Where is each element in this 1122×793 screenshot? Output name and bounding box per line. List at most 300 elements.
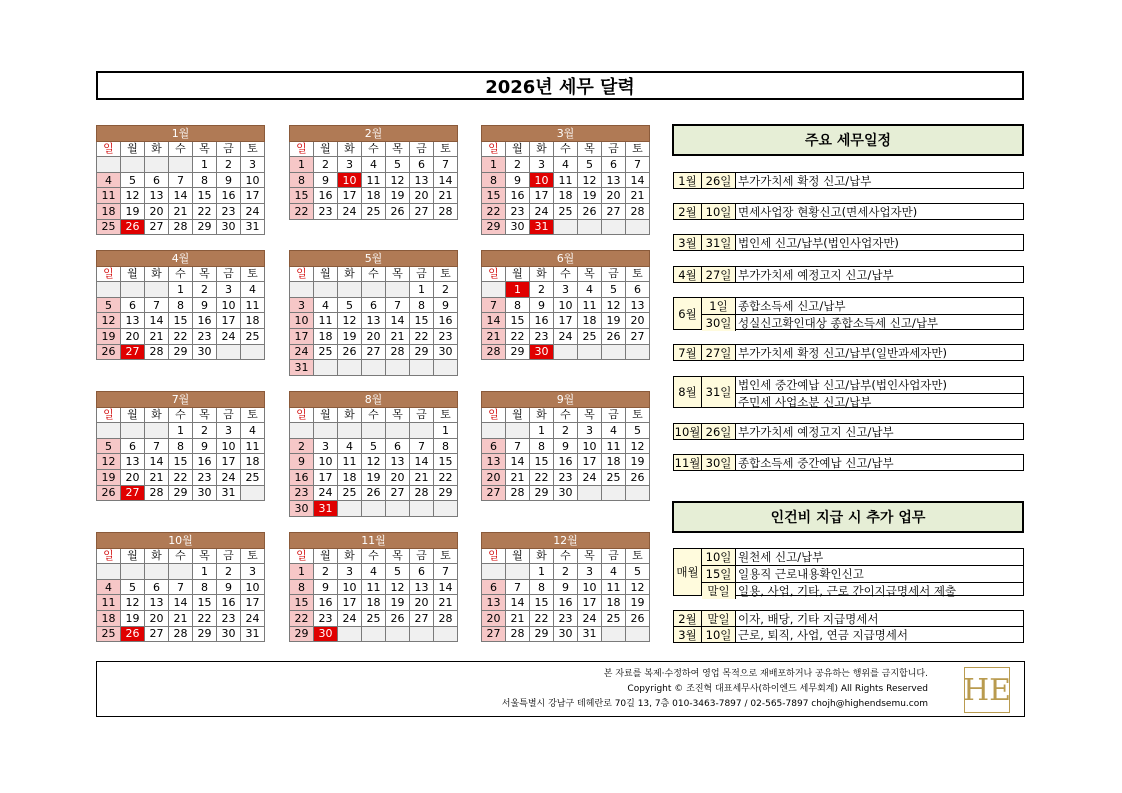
day-cell: 20 [482,469,506,485]
day-cell: 9 [193,297,217,313]
empty-cell [482,423,506,439]
weekday-label: 금 [217,407,241,423]
weekday-label: 목 [386,266,410,282]
empty-cell [290,282,314,298]
schedule-month: 4월 [674,267,702,282]
day-cell: 17 [314,469,338,485]
day-cell: 10 [578,438,602,454]
day-cell: 26 [362,485,386,501]
day-cell: 9 [506,172,530,188]
day-cell: 1 [169,282,193,298]
day-cell: 31 [217,485,241,501]
weekday-label: 토 [241,266,265,282]
day-cell: 18 [97,203,121,219]
day-cell: 19 [578,188,602,204]
weekday-label: 금 [602,141,626,157]
schedule-row [673,423,1024,440]
day-cell: 23 [193,469,217,485]
day-cell: 6 [410,564,434,580]
day-cell: 10 [217,438,241,454]
day-cell: 31 [530,219,554,235]
empty-cell [554,344,578,360]
empty-cell [434,626,458,642]
day-cell: 21 [169,203,193,219]
day-cell: 13 [145,188,169,204]
day-cell: 30 [530,344,554,360]
day-cell: 5 [386,564,410,580]
day-cell: 7 [626,157,650,173]
empty-cell [578,485,602,501]
day-cell: 23 [434,328,458,344]
day-cell: 17 [338,595,362,611]
day-cell: 25 [554,203,578,219]
day-cell: 6 [482,579,506,595]
day-cell: 7 [410,438,434,454]
month-calendar [96,391,265,501]
day-cell: 9 [434,297,458,313]
day-cell: 3 [338,157,362,173]
schedule-text: 법인세 중간예납 신고/납부(법인사업자만) [738,378,948,392]
schedule-row [673,172,1024,189]
day-cell: 20 [482,610,506,626]
weekday-label: 목 [193,266,217,282]
weekday-label: 목 [193,141,217,157]
day-cell: 5 [386,157,410,173]
day-cell: 7 [169,579,193,595]
day-cell: 24 [217,469,241,485]
weekday-label: 금 [410,548,434,564]
day-cell: 14 [434,579,458,595]
empty-cell [626,626,650,642]
day-cell: 15 [530,595,554,611]
day-cell: 17 [241,188,265,204]
day-cell: 14 [145,454,169,470]
day-cell: 10 [241,579,265,595]
day-cell: 28 [506,485,530,501]
day-cell: 5 [626,423,650,439]
day-cell: 27 [482,626,506,642]
empty-cell [121,564,145,580]
day-cell: 2 [530,282,554,298]
weekday-label: 목 [193,407,217,423]
month-calendar [289,391,458,517]
month-calendar [96,125,265,235]
day-cell: 5 [121,579,145,595]
weekday-label: 목 [386,548,410,564]
day-cell: 12 [97,313,121,329]
day-cell: 15 [193,188,217,204]
day-cell: 12 [338,313,362,329]
month-calendar [96,250,265,360]
schedule-day: 31일 [702,235,736,250]
day-cell: 1 [506,282,530,298]
day-cell: 12 [362,454,386,470]
day-cell: 20 [145,610,169,626]
empty-cell [626,344,650,360]
day-cell: 3 [241,564,265,580]
day-cell: 26 [338,344,362,360]
day-cell: 18 [241,313,265,329]
day-cell: 29 [530,485,554,501]
empty-cell [121,157,145,173]
schedule-month: 10월 [674,424,701,439]
day-cell: 24 [578,610,602,626]
day-cell: 24 [578,469,602,485]
day-cell: 8 [410,297,434,313]
empty-cell [241,485,265,501]
weekday-label: 금 [602,266,626,282]
weekday-label: 수 [169,548,193,564]
day-cell: 18 [602,595,626,611]
weekday-label: 월 [506,141,530,157]
footer-notice: 본 자료를 복제·수정하여 영업 목적으로 재배포하거나 공유하는 행위를 금지합니다. [603,669,928,679]
day-cell: 25 [602,469,626,485]
day-cell: 10 [290,313,314,329]
day-cell: 14 [145,313,169,329]
schedule-row [673,234,1024,251]
weekday-label: 월 [314,548,338,564]
empty-cell [578,219,602,235]
day-cell: 25 [338,485,362,501]
day-cell: 28 [506,626,530,642]
day-cell: 1 [169,423,193,439]
day-cell: 5 [578,157,602,173]
day-cell: 3 [290,297,314,313]
day-cell: 2 [193,282,217,298]
empty-cell [169,157,193,173]
day-cell: 3 [554,282,578,298]
day-cell: 2 [506,157,530,173]
day-cell: 23 [290,485,314,501]
day-cell: 18 [241,454,265,470]
payroll-header: 인건비 지급 시 추가 업무 [672,501,1024,533]
day-cell: 10 [554,297,578,313]
day-cell: 7 [145,297,169,313]
day-cell: 19 [97,469,121,485]
day-cell: 26 [386,610,410,626]
weekday-label: 수 [169,141,193,157]
day-cell: 27 [482,485,506,501]
empty-cell [602,344,626,360]
empty-cell [434,360,458,376]
day-cell: 27 [410,203,434,219]
schedule-group-june [673,297,1024,330]
day-cell: 23 [530,328,554,344]
day-cell: 3 [241,157,265,173]
empty-cell [386,360,410,376]
schedule-month: 3월 [674,235,702,250]
day-cell: 2 [434,282,458,298]
day-cell: 11 [314,313,338,329]
payroll-month: 3월 [674,627,702,642]
payroll-group-monthly [673,548,1024,596]
day-cell: 24 [314,485,338,501]
day-cell: 21 [145,328,169,344]
day-cell: 16 [217,188,241,204]
weekday-label: 수 [362,141,386,157]
day-cell: 1 [290,564,314,580]
day-cell: 25 [241,469,265,485]
schedule-header: 주요 세무일정 [672,124,1024,156]
day-cell: 16 [434,313,458,329]
empty-cell [290,423,314,439]
weekday-label: 월 [121,266,145,282]
schedule-month: 8월 [674,377,702,407]
weekday-label: 금 [602,548,626,564]
weekday-label: 화 [338,141,362,157]
month-calendar [289,532,458,642]
day-cell: 3 [217,423,241,439]
day-cell: 20 [626,313,650,329]
day-cell: 30 [193,485,217,501]
schedule-month: 2월 [674,204,702,219]
day-cell: 11 [362,172,386,188]
day-cell: 12 [97,454,121,470]
schedule-text: 주민세 사업소분 신고/납부 [738,395,872,409]
day-cell: 24 [290,344,314,360]
day-cell: 13 [121,454,145,470]
day-cell: 27 [145,219,169,235]
empty-cell [482,282,506,298]
day-cell: 25 [362,610,386,626]
day-cell: 5 [121,172,145,188]
day-cell: 8 [290,579,314,595]
day-cell: 4 [338,438,362,454]
day-cell: 11 [97,595,121,611]
weekday-label: 토 [626,548,650,564]
empty-cell [145,282,169,298]
day-cell: 14 [410,454,434,470]
day-cell: 13 [410,172,434,188]
weekday-label: 수 [554,548,578,564]
day-cell: 8 [193,172,217,188]
day-cell: 20 [362,328,386,344]
payroll-text: 일용, 사업, 기타, 근로 간이지급명세서 제출 [738,584,957,598]
day-cell: 22 [193,610,217,626]
day-cell: 9 [530,297,554,313]
day-cell: 5 [338,297,362,313]
day-cell: 17 [554,313,578,329]
weekday-label: 목 [578,548,602,564]
day-cell: 29 [506,344,530,360]
day-cell: 8 [482,172,506,188]
day-cell: 7 [145,438,169,454]
day-cell: 6 [362,297,386,313]
month-name: 5월 [290,251,458,267]
day-cell: 1 [193,157,217,173]
day-cell: 18 [338,469,362,485]
day-cell: 11 [241,438,265,454]
empty-cell [386,423,410,439]
day-cell: 22 [290,203,314,219]
weekday-label: 화 [530,407,554,423]
day-cell: 31 [290,360,314,376]
day-cell: 2 [554,564,578,580]
day-cell: 7 [434,157,458,173]
day-cell: 6 [121,297,145,313]
weekday-label: 수 [169,407,193,423]
day-cell: 24 [241,203,265,219]
payroll-month: 2월 [674,611,702,626]
day-cell: 20 [145,203,169,219]
weekday-label: 일 [482,548,506,564]
day-cell: 6 [410,157,434,173]
day-cell: 21 [434,188,458,204]
empty-cell [626,485,650,501]
weekday-label: 화 [145,407,169,423]
day-cell: 9 [217,172,241,188]
day-cell: 26 [121,219,145,235]
day-cell: 23 [554,469,578,485]
empty-cell [362,282,386,298]
day-cell: 2 [217,157,241,173]
day-cell: 25 [97,626,121,642]
schedule-day: 27일 [702,267,736,282]
schedule-day: 1일 [702,298,736,314]
weekday-label: 화 [145,548,169,564]
empty-cell [482,564,506,580]
day-cell: 12 [121,188,145,204]
day-cell: 10 [530,172,554,188]
empty-cell [97,157,121,173]
day-cell: 8 [193,579,217,595]
day-cell: 4 [602,564,626,580]
day-cell: 7 [506,579,530,595]
payroll-text: 근로, 퇴직, 사업, 연금 지급명세서 [738,627,909,642]
day-cell: 5 [97,438,121,454]
day-cell: 17 [530,188,554,204]
day-cell: 22 [530,469,554,485]
day-cell: 11 [97,188,121,204]
day-cell: 28 [386,344,410,360]
day-cell: 22 [290,610,314,626]
empty-cell [338,360,362,376]
weekday-label: 토 [434,548,458,564]
day-cell: 18 [314,328,338,344]
day-cell: 30 [554,485,578,501]
day-cell: 13 [386,454,410,470]
day-cell: 13 [626,297,650,313]
empty-cell [602,219,626,235]
empty-cell [314,360,338,376]
day-cell: 15 [169,454,193,470]
schedule-row [673,203,1024,220]
day-cell: 17 [290,328,314,344]
empty-cell [386,626,410,642]
empty-cell [145,564,169,580]
day-cell: 16 [193,313,217,329]
empty-cell [578,344,602,360]
day-cell: 10 [338,172,362,188]
schedule-text: 부가가치세 확정 신고/납부(일반과세자만) [738,345,948,360]
empty-cell [362,423,386,439]
month-calendar [481,125,650,235]
day-cell: 1 [530,564,554,580]
weekday-label: 수 [554,141,578,157]
weekday-label: 화 [530,266,554,282]
day-cell: 9 [314,172,338,188]
schedule-month: 11월 [674,455,701,470]
schedule-text: 면세사업장 현황신고(면세사업자만) [738,204,918,219]
day-cell: 26 [626,469,650,485]
weekday-label: 토 [626,141,650,157]
day-cell: 23 [314,610,338,626]
day-cell: 3 [578,564,602,580]
day-cell: 22 [169,469,193,485]
day-cell: 30 [506,219,530,235]
weekday-label: 월 [121,548,145,564]
empty-cell [338,423,362,439]
weekday-label: 금 [410,266,434,282]
day-cell: 26 [578,203,602,219]
month-calendar [289,125,458,220]
day-cell: 19 [121,610,145,626]
payroll-day: 10일 [702,627,736,642]
day-cell: 28 [434,203,458,219]
day-cell: 15 [193,595,217,611]
schedule-text: 부가가치세 예정고지 신고/납부 [738,267,894,282]
month-calendar [481,250,650,360]
day-cell: 22 [410,328,434,344]
weekday-label: 목 [193,548,217,564]
day-cell: 14 [626,172,650,188]
day-cell: 28 [145,485,169,501]
schedule-day: 30일 [702,455,736,470]
day-cell: 30 [217,219,241,235]
day-cell: 12 [578,172,602,188]
day-cell: 27 [410,610,434,626]
day-cell: 31 [241,219,265,235]
month-name: 8월 [290,392,458,408]
day-cell: 1 [482,157,506,173]
day-cell: 4 [554,157,578,173]
schedule-day: 10일 [702,204,736,219]
month-calendar [481,532,650,642]
month-name: 9월 [482,392,650,408]
day-cell: 29 [434,485,458,501]
day-cell: 24 [338,610,362,626]
schedule-month: 7월 [674,345,702,360]
day-cell: 28 [169,626,193,642]
day-cell: 6 [626,282,650,298]
day-cell: 25 [241,328,265,344]
day-cell: 4 [578,282,602,298]
day-cell: 3 [530,157,554,173]
day-cell: 25 [578,328,602,344]
schedule-text: 성실신고확인대상 종합소득세 신고/납부 [738,316,939,330]
footer-address: 서울특별시 강남구 테헤란로 70길 13, 7층 010-3463-7897 / 02-565-7897 chojh@highendsemu.com [501,699,928,709]
day-cell: 10 [578,579,602,595]
day-cell: 18 [97,610,121,626]
day-cell: 21 [506,610,530,626]
day-cell: 30 [554,626,578,642]
weekday-label: 금 [410,407,434,423]
day-cell: 13 [145,595,169,611]
month-name: 12월 [482,533,650,549]
day-cell: 26 [121,626,145,642]
day-cell: 28 [145,344,169,360]
day-cell: 9 [554,438,578,454]
weekday-label: 목 [578,266,602,282]
payroll-day: 10일 [702,549,736,565]
day-cell: 29 [193,219,217,235]
weekday-label: 수 [362,548,386,564]
day-cell: 23 [554,610,578,626]
weekday-label: 화 [145,266,169,282]
day-cell: 4 [602,423,626,439]
weekday-label: 일 [290,407,314,423]
empty-cell [97,564,121,580]
